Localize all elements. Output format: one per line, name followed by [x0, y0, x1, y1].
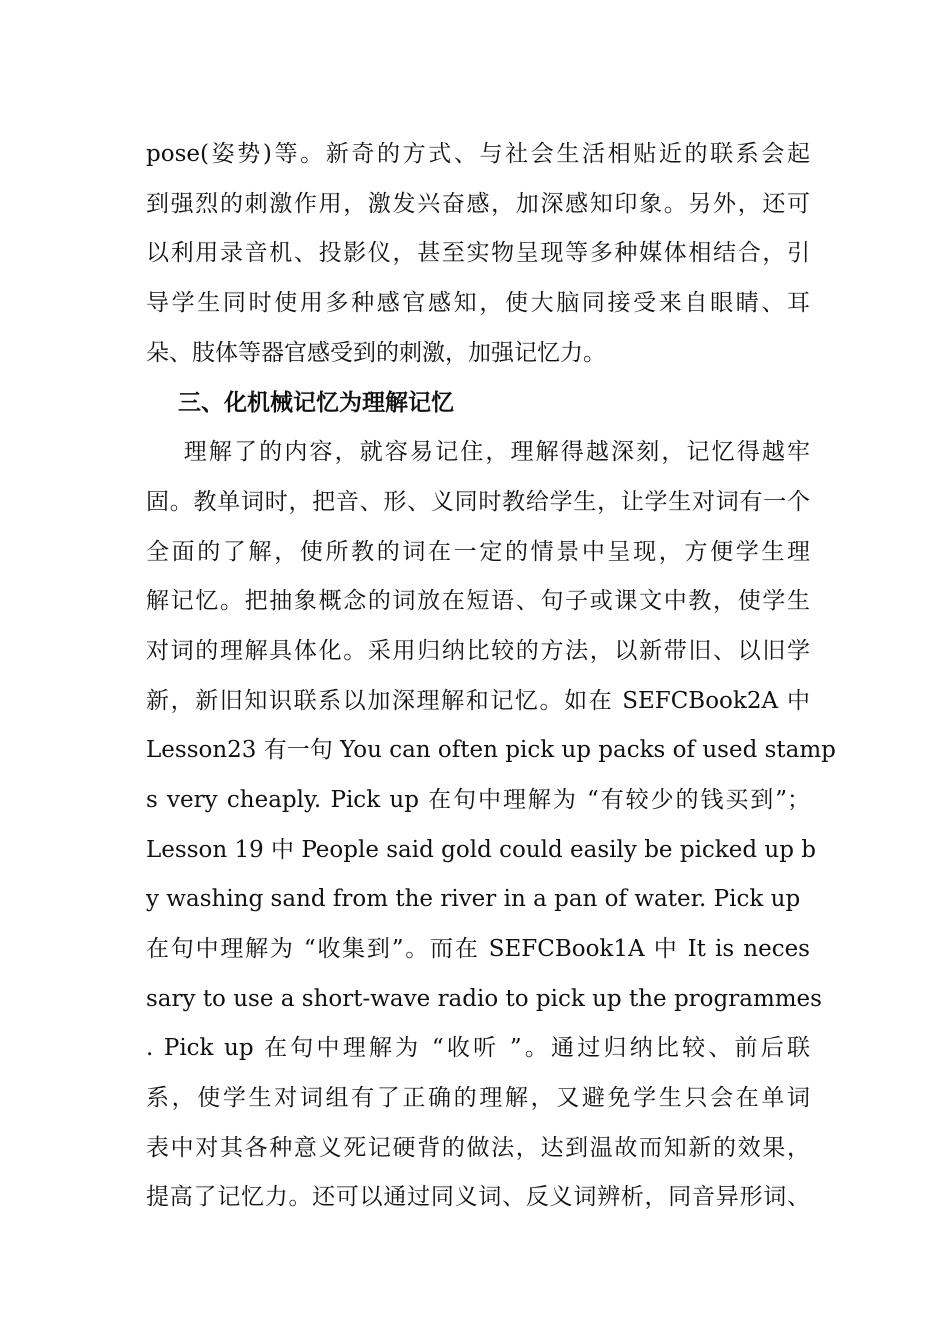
text-line: 到强烈的刺激作用，激发兴奋感，加深感知印象。另外，还可: [146, 190, 810, 217]
section-heading: 三、化机械记忆为理解记忆: [146, 389, 455, 417]
text-line: 朵、肢体等器官感受到的刺激，加强记忆力。: [146, 339, 606, 366]
text-line: 导学生同时使用多种感官感知，使大脑同接受来自眼睛、耳: [146, 290, 810, 317]
text-line: 系，使学生对词组有了正确的理解，又避免学生只会在单词: [146, 1085, 810, 1112]
text-line: 对词的理解具体化。采用归纳比较的方法，以新带旧、以旧学: [146, 637, 810, 664]
text-line: 固。教单词时，把音、形、义同时教给学生，让学生对词有一个: [146, 488, 810, 515]
text-line: 以利用录音机、投影仪，甚至实物呈现等多种媒体相结合，引: [146, 240, 810, 267]
text-line: 理解了的内容，就容易记住，理解得越深刻，记忆得越牢: [146, 439, 810, 466]
text-line: pose(姿势)等。新奇的方式、与社会生活相贴近的联系会起: [146, 141, 810, 167]
text-line: s very cheaply. Pick up 在句中理解为 “有较少的钱买到”；: [146, 786, 810, 813]
text-line: . Pick up 在句中理解为 “收听 ”。通过归纳比较、前后联: [146, 1035, 810, 1062]
text-line: 提高了记忆力。还可以通过同义词、反义词辨析，同音异形词、: [146, 1184, 810, 1211]
text-line: y washing sand from the river in a pan of water. Pick up: [146, 886, 801, 913]
text-line: Lesson23 有一句 You can often pick up packs of used stamp: [146, 737, 836, 764]
text-line: sary to use a short-wave radio to pick up the programmes: [146, 985, 822, 1012]
text-line: 解记忆。把抽象概念的词放在短语、句子或课文中教，使学生: [146, 588, 810, 615]
text-line: Lesson 19 中 People said gold could easily be picked up b: [146, 836, 816, 863]
text-line: 新，新旧知识联系以加深理解和记忆。如在 SEFCBook2A 中: [146, 687, 810, 714]
body-text: [146, 130, 836, 1223]
text-line: 在句中理解为 “收集到”。而在 SEFCBook1A 中 It is neces: [146, 936, 810, 962]
text-line: 表中对其各种意义死记硬背的做法，达到温故而知新的效果，: [146, 1134, 810, 1161]
text-line: 全面的了解，使所教的词在一定的情景中呈现，方便学生理: [146, 538, 810, 565]
